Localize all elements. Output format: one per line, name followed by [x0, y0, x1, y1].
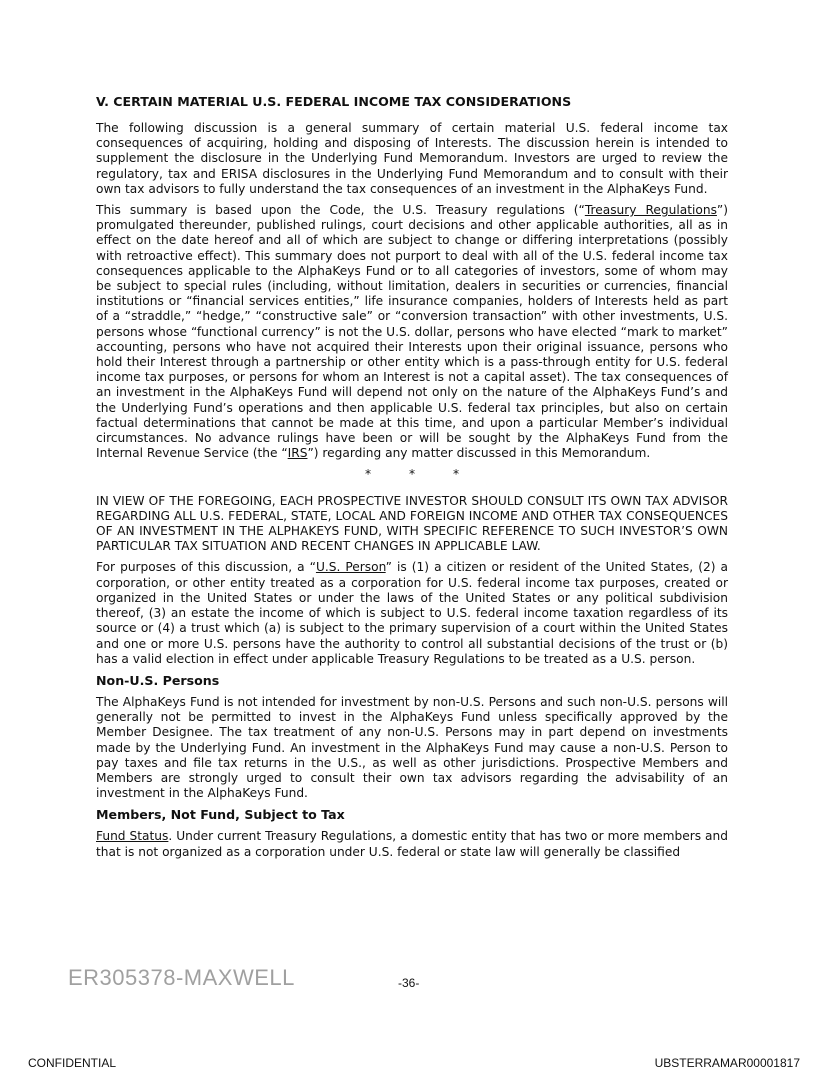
defined-term-fund-status: Fund Status	[96, 829, 169, 844]
defined-term-treasury-regulations: Treasury Regulations	[584, 203, 717, 218]
heading-members-not-fund: Members, Not Fund, Subject to Tax	[96, 807, 345, 823]
paragraph-intro: The following discussion is a general summary of certain material U.S. federal income tax consequences of acquiring, holding and disposing of Interests. The discussion herein is intended to supplement the disclosure in the Underlying Fund Memorandum. Investors are urged to review the regulatory, tax and ERISA disclosures in the Underlying Fund Memorandum and to consult with their own tax advisors to fully understand the tax consequences of an investment in the AlphaKeys Fund.	[96, 121, 728, 196]
confidential-label: CONFIDENTIAL	[28, 1056, 117, 1070]
separator-star: *	[452, 467, 460, 482]
text-run: ” is (1) a citizen or resident of the United States, (2) a corporation, or other entity treated as a corporation for U.S. federal income tax purposes, created or organized in the United States or under the laws of the United States or any political subdivision thereof, (3) an estate the income of which is subject to U.S. federal income taxation regardless of its source or (4) a trust which (a) is subject to the primary supervision of a court within the United States and one or more U.S. persons have the authority to control all substantial decisions of the trust or (b) has a valid election in effect under applicable Treasury Regulations to be treated as a U.S. person.	[96, 560, 728, 666]
bates-stamp: ER305378-MAXWELL	[68, 965, 295, 990]
heading-non-us-persons: Non-U.S. Persons	[96, 672, 220, 688]
page-number: -36-	[398, 976, 420, 990]
text-run: ”) regarding any matter discussed in this Memorandum.	[307, 446, 651, 461]
section-title: V. CERTAIN MATERIAL U.S. FEDERAL INCOME TAX CONSIDERATIONS	[96, 94, 572, 109]
text-run: ”) promulgated thereunder, published rulings, court decisions and other applicable authorities, all as in effect on the date hereof and all of which are subject to change or differing interpretations (possibly with retroactive effect). This summary does not purport to deal with all of the U.S. federal income tax consequences applicable to the AlphaKeys Fund or to all categories of investors, some of whom may be subject to special rules (including, without limitation, dealers in securities or currencies, financial institutions or “financial services entities,” life insurance companies, holders of Interests held as part of a “straddle,” “hedge,” “constructive sale” or “conversion transaction” with other investments, U.S. persons whose “functional currency” is not the U.S. dollar, persons who have elected “mark to market” accounting, persons who have not acquired their Interests upon their original issuance, persons who hold their Interest through a partnership or other entity which is a pass-through entity for U.S. federal income tax purposes, or persons for whom an Interest is not a capital asset). The tax consequences of an investment in the AlphaKeys Fund will depend not only on the nature of the AlphaKeys Fund’s and the Underlying Fund’s operations and then applicable U.S. federal tax principles, but also on certain factual determinations that cannot be made at this time, and upon a particular Member’s individual circumstances. No advance rulings have been or will be sought by the AlphaKeys Fund from the Internal Revenue Service (the “	[96, 203, 728, 461]
section-separator	[96, 467, 728, 482]
defined-term-us-person: U.S. Person	[315, 560, 386, 575]
text-run: For purposes of this discussion, a “	[96, 560, 316, 575]
page-body	[96, 94, 728, 866]
text-run: This summary is based upon the Code, the U.S. Treasury regulations (“	[96, 203, 585, 218]
defined-term-irs: IRS	[287, 446, 308, 461]
paragraph-caps-warning: IN VIEW OF THE FOREGOING, EACH PROSPECTIVE INVESTOR SHOULD CONSULT ITS OWN TAX ADVISOR REGARDING ALL U.S. FEDERAL, STATE, LOCAL AND FOREIGN INCOME AND OTHER TAX CONSEQUENCES OF AN INVESTMENT IN THE ALPHAKEYS FUND, WITH SPECIFIC REFERENCE TO SUCH INVESTOR’S OWN PARTICULAR TAX SITUATION AND RECENT CHANGES IN APPLICABLE LAW.	[96, 493, 728, 554]
paragraph-summary-basis	[96, 203, 728, 461]
separator-star: *	[364, 467, 372, 482]
paragraph-non-us-persons: The AlphaKeys Fund is not intended for investment by non-U.S. Persons and such non-U.S. persons will generally not be permitted to invest in the AlphaKeys Fund unless specifically approved by the Member Designee. The tax treatment of any non-U.S. Persons may in part depend on investments made by the Underlying Fund. An investment in the AlphaKeys Fund may cause a non-U.S. Person to pay taxes and file tax returns in the U.S., as well as other jurisdictions. Prospective Members and Members are strongly urged to consult their own tax advisors regarding the advisability of an investment in the AlphaKeys Fund.	[96, 694, 728, 801]
text-run: . Under current Treasury Regulations, a domestic entity that has two or more members and that is not organized as a corporation under U.S. federal or state law will generally be classified	[96, 829, 728, 859]
document-id: UBSTERRAMAR00001817	[654, 1056, 800, 1070]
paragraph-us-person-definition	[96, 560, 728, 666]
separator-star: *	[408, 467, 416, 482]
paragraph-fund-status	[96, 829, 728, 859]
